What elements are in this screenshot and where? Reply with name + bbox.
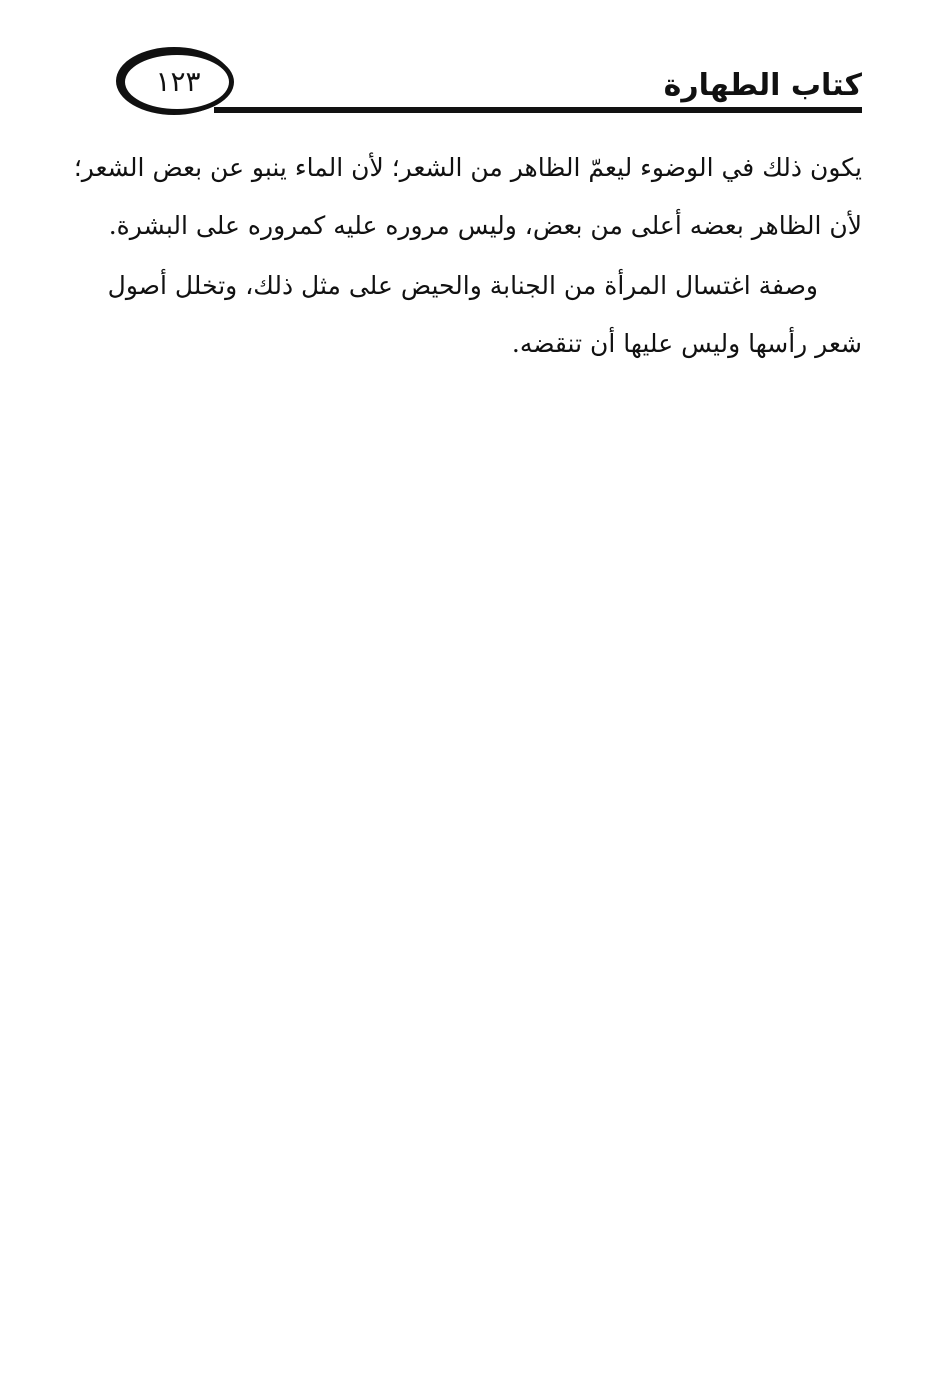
- page-header: [0, 0, 932, 130]
- text-line: وصفة اغتسال المرأة من الجنابة والحيض على مثل ذلك، وتخلل أصول: [107, 271, 818, 300]
- text-line: لأن الظاهر بعضه أعلى من بعض، وليس مروره عليه كمروره على البشرة.: [108, 211, 862, 240]
- text-line: شعر رأسها وليس عليها أن تنقضه.: [511, 329, 862, 358]
- running-title: كتاب الطهارة: [663, 68, 862, 103]
- body-text: [73, 140, 862, 380]
- text-line: يكون ذلك في الوضوء ليعمّ الظاهر من الشعر؛ لأن الماء ينبو عن بعض الشعر؛: [73, 153, 862, 182]
- page-number: ١٢٣: [155, 65, 201, 98]
- header-rule: [214, 107, 862, 113]
